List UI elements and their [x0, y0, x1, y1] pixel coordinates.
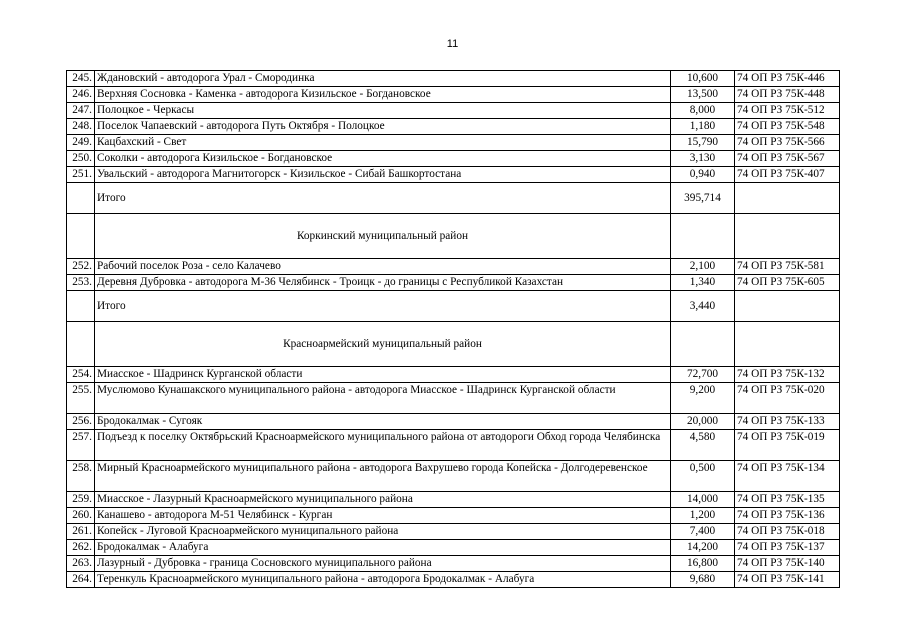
row-number: 252. [67, 259, 95, 275]
road-name: Увальский - автодорога Магнитогорск - Кизильское - Сибай Башкортостана [95, 167, 671, 183]
road-length: 7,400 [671, 524, 735, 540]
total-value: 3,440 [671, 291, 735, 322]
table-row [67, 151, 840, 167]
road-name: Муслюмово Кунашакского муниципального района - автодорога Миасское - Шадринск Курганской области [95, 383, 671, 414]
page-number: 11 [446, 38, 459, 50]
table-row [67, 430, 840, 461]
road-length: 1,340 [671, 275, 735, 291]
road-code: 74 ОП РЗ 75К-605 [735, 275, 840, 291]
road-length: 20,000 [671, 414, 735, 430]
table-row [67, 540, 840, 556]
district-heading-row [67, 214, 840, 259]
road-name: Рабочий поселок Роза - село Калачево [95, 259, 671, 275]
row-number: 262. [67, 540, 95, 556]
row-number: 260. [67, 508, 95, 524]
table-row [67, 461, 840, 492]
road-length: 1,180 [671, 119, 735, 135]
road-name: Бродокалмак - Алабуга [95, 540, 671, 556]
road-code: 74 ОП РЗ 75К-567 [735, 151, 840, 167]
table-row [67, 135, 840, 151]
road-length: 16,800 [671, 556, 735, 572]
road-length: 72,700 [671, 367, 735, 383]
road-name: Мирный Красноармейского муниципального района - автодорога Вахрушево города Копейска - Долгодеревенское [95, 461, 671, 492]
road-length: 3,130 [671, 151, 735, 167]
road-length: 9,200 [671, 383, 735, 414]
row-number: 245. [67, 71, 95, 87]
road-code: 74 ОП РЗ 75К-566 [735, 135, 840, 151]
road-name: Миасское - Лазурный Красноармейского муниципального района [95, 492, 671, 508]
road-code: 74 ОП РЗ 75К-140 [735, 556, 840, 572]
row-number: 257. [67, 430, 95, 461]
row-number: 247. [67, 103, 95, 119]
road-name: Лазурный - Дубровка - граница Сосновского муниципального района [95, 556, 671, 572]
road-length: 0,500 [671, 461, 735, 492]
road-code: 74 ОП РЗ 75К-135 [735, 492, 840, 508]
road-length: 8,000 [671, 103, 735, 119]
table-row [67, 119, 840, 135]
table-row [67, 414, 840, 430]
row-number: 263. [67, 556, 95, 572]
road-code: 74 ОП РЗ 75К-446 [735, 71, 840, 87]
road-code: 74 ОП РЗ 75К-136 [735, 508, 840, 524]
row-number: 254. [67, 367, 95, 383]
table-row [67, 71, 840, 87]
road-code: 74 ОП РЗ 75К-019 [735, 430, 840, 461]
table-row [67, 572, 840, 588]
road-length: 4,580 [671, 430, 735, 461]
table-row [67, 492, 840, 508]
row-number: 255. [67, 383, 95, 414]
road-name: Соколки - автодорога Кизильское - Богдановское [95, 151, 671, 167]
total-label: Итого [95, 183, 671, 214]
road-length: 13,500 [671, 87, 735, 103]
road-name: Миасское - Шадринск Курганской области [95, 367, 671, 383]
road-code: 74 ОП РЗ 75К-132 [735, 367, 840, 383]
row-number: 246. [67, 87, 95, 103]
table-row [67, 524, 840, 540]
road-name: Верхняя Сосновка - Каменка - автодорога Кизильское - Богдановское [95, 87, 671, 103]
row-number: 253. [67, 275, 95, 291]
road-name: Копейск - Луговой Красноармейского муниципального района [95, 524, 671, 540]
road-code: 74 ОП РЗ 75К-581 [735, 259, 840, 275]
total-row [67, 291, 840, 322]
road-length: 2,100 [671, 259, 735, 275]
row-number: 250. [67, 151, 95, 167]
total-label: Итого [95, 291, 671, 322]
total-value: 395,714 [671, 183, 735, 214]
row-number: 248. [67, 119, 95, 135]
table-row [67, 103, 840, 119]
road-length: 10,600 [671, 71, 735, 87]
road-code: 74 ОП РЗ 75К-512 [735, 103, 840, 119]
road-length: 0,940 [671, 167, 735, 183]
road-name: Ждановский - автодорога Урал - Смородинка [95, 71, 671, 87]
road-code: 74 ОП РЗ 75К-407 [735, 167, 840, 183]
district-heading-row [67, 322, 840, 367]
road-code: 74 ОП РЗ 75К-133 [735, 414, 840, 430]
table-row [67, 556, 840, 572]
road-code: 74 ОП РЗ 75К-020 [735, 383, 840, 414]
road-code: 74 ОП РЗ 75К-548 [735, 119, 840, 135]
total-row [67, 183, 840, 214]
row-number: 256. [67, 414, 95, 430]
table-row [67, 508, 840, 524]
row-number: 261. [67, 524, 95, 540]
road-length: 14,200 [671, 540, 735, 556]
row-number: 249. [67, 135, 95, 151]
road-name: Канашево - автодорога М-51 Челябинск - Курган [95, 508, 671, 524]
table-row [67, 275, 840, 291]
district-heading: Красноармейский муниципальный район [95, 322, 671, 367]
road-name: Деревня Дубровка - автодорога М-36 Челябинск - Троицк - до границы с Республикой Казахстан [95, 275, 671, 291]
table-row [67, 367, 840, 383]
row-number: 259. [67, 492, 95, 508]
row-number: 251. [67, 167, 95, 183]
table-row [67, 383, 840, 414]
road-code: 74 ОП РЗ 75К-141 [735, 572, 840, 588]
road-code: 74 ОП РЗ 75К-137 [735, 540, 840, 556]
road-name: Бродокалмак - Сугояк [95, 414, 671, 430]
road-name: Кацбахский - Свет [95, 135, 671, 151]
road-name: Полоцкое - Черкасы [95, 103, 671, 119]
table-row [67, 259, 840, 275]
road-length: 15,790 [671, 135, 735, 151]
road-name: Теренкуль Красноармейского муниципального района - автодорога Бродокалмак - Алабуга [95, 572, 671, 588]
table-row [67, 167, 840, 183]
road-code: 74 ОП РЗ 75К-134 [735, 461, 840, 492]
roads-table [66, 70, 840, 588]
row-number: 264. [67, 572, 95, 588]
road-code: 74 ОП РЗ 75К-448 [735, 87, 840, 103]
district-heading: Коркинский муниципальный район [95, 214, 671, 259]
road-length: 14,000 [671, 492, 735, 508]
row-number: 258. [67, 461, 95, 492]
road-length: 9,680 [671, 572, 735, 588]
road-name: Поселок Чапаевский - автодорога Путь Октября - Полоцкое [95, 119, 671, 135]
road-code: 74 ОП РЗ 75К-018 [735, 524, 840, 540]
road-length: 1,200 [671, 508, 735, 524]
table-row [67, 87, 840, 103]
road-name: Подъезд к поселку Октябрьский Красноармейского муниципального района от автодороги Обход города Челябинска [95, 430, 671, 461]
